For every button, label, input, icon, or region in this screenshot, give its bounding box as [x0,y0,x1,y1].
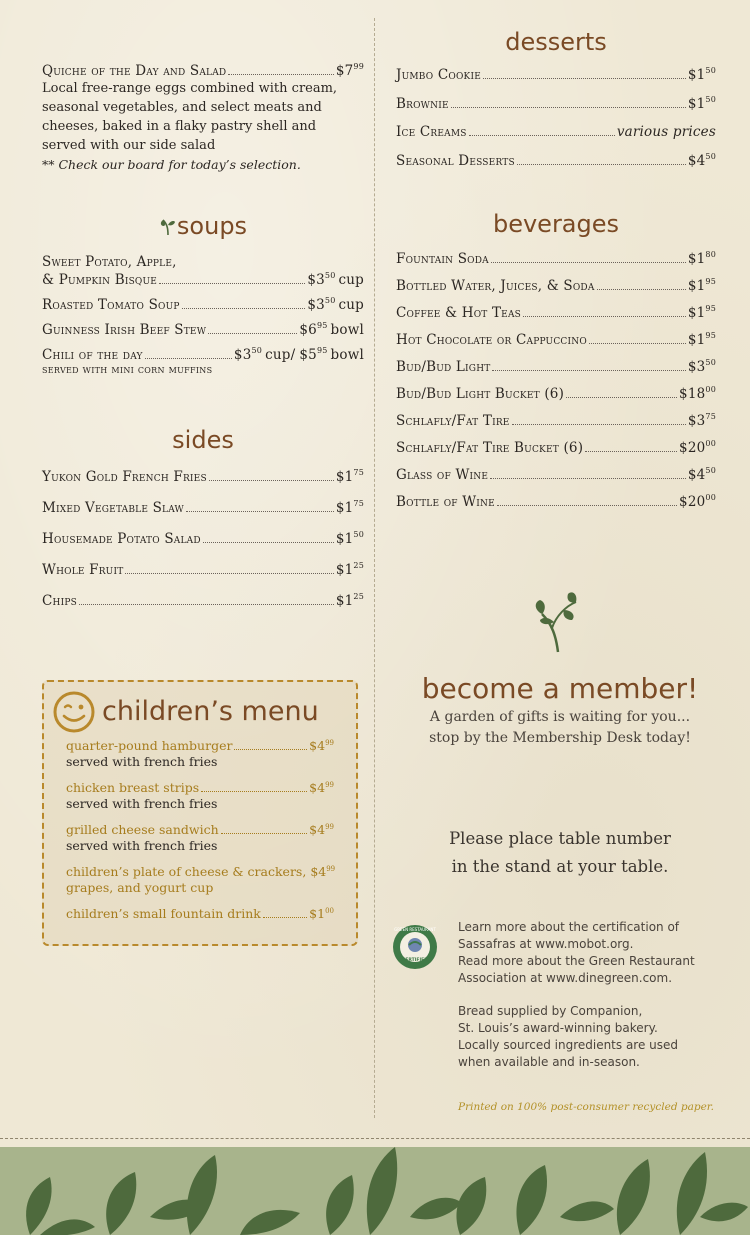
soup-item: Sweet Potato, Apple, [42,254,177,270]
dessert-item: Brownie $\$1^{50}$ [396,95,716,112]
leaf-pattern-icon [0,1147,750,1235]
soups-section [42,212,364,376]
soups-heading: soups [42,212,364,240]
desserts-heading: desserts [505,28,607,56]
quiche-section [42,62,364,174]
beverage-item: Fountain Soda $\$1^{80}$ [396,250,716,267]
childrens-menu-heading: children’s menu [102,696,319,727]
side-item: Yukon Gold French Fries $\$1^{75}$ [42,468,364,485]
sprig-icon [530,588,586,654]
sides-section [42,426,364,609]
soup-item: & Pumpkin Bisque $\$3^{50}$ cup [42,271,364,288]
sides-heading: sides [172,426,234,454]
quiche-item [42,62,364,79]
badge-top-text: GREEN RESTAURANT [394,927,436,932]
certification-info: Learn more about the certification of Sassafras at www.mobot.org. Read more about the Green Restaurant Association at www.dinegreen.com. [458,920,695,985]
kids-item: children’s plate of cheese & crackers, $\$4^{99}$ [66,864,336,879]
bakery-info: Bread supplied by Companion, St. Louis’s award-winning bakery. Locally sourced ingredients are used when available and in-season. [458,1004,679,1069]
dessert-item: Seasonal Desserts $\$4^{50}$ [396,152,716,169]
beverages-heading: beverages [492,210,620,238]
badge-bottom-text: CERTIFIED [402,958,428,963]
beverage-item: Bottle of Wine $\$20^{00}$ [396,493,716,510]
kids-item: chicken breast strips $\$4^{99}$ [66,780,334,795]
soup-item: Chili of the day $\$3^{50}$ cup/ $\$5^{95}$ bowl [42,346,364,363]
kids-item: children’s small fountain drink $\$1^{00}$ [66,906,334,921]
item-price: $\$7^{99}$ [335,62,364,79]
side-item: Whole Fruit $\$1^{25}$ [42,561,364,578]
leaf-footer-band [0,1147,750,1235]
beverage-item: Bud/Bud Light $\$3^{50}$ [396,358,716,375]
side-item: Chips $\$1^{25}$ [42,592,364,609]
recycled-paper-note: Printed on 100% post-consumer recycled paper. [458,1101,714,1113]
quiche-note: ** Check our board for today’s selection. [42,157,301,172]
childrens-menu-items: quarter-pound hamburger $\$4^{99}$ served with french fries chicken breast strips $\$4^{99}$ served with french fries grilled cheese sandwich $\$4^{99}$ served with french fries children’s plate of cheese & crackers, $\$4^{99}$ grapes, and yogurt cup children’s small fountain drink $\$1^{00}$ [66,738,336,921]
quiche-description: Local free-range eggs combined with cream, seasonal vegetables, and select meats and cheeses, baked in a flaky pastry shell and served with our side salad [42,81,338,153]
beverage-item: Glass of Wine $\$4^{50}$ [396,466,716,483]
smiley-face-icon [52,690,96,734]
beverage-item: Schlafly/Fat Tire Bucket (6) $\$20^{00}$ [396,439,716,456]
side-item: Mixed Vegetable Slaw $\$1^{75}$ [42,499,364,516]
bottom-divider [0,1138,750,1139]
side-item: Housemade Potato Salad $\$1^{50}$ [42,530,364,547]
beverage-item: Schlafly/Fat Tire $\$3^{75}$ [396,412,716,429]
leaf-icon [159,216,177,236]
membership-text: A garden of gifts is waiting for you... stop by the Membership Desk today! [429,709,691,746]
beverage-item: Bud/Bud Light Bucket (6) $\$18^{00}$ [396,385,716,402]
beverage-item: Hot Chocolate or Cappuccino $\$1^{95}$ [396,331,716,348]
membership-heading: become a member! [421,672,699,705]
desserts-section [396,28,716,169]
column-divider [374,18,375,1118]
soup-item: Guinness Irish Beef Stew $\$6^{95}$ bowl [42,321,364,338]
childrens-menu-box [42,680,358,946]
dessert-item: Ice Creams various prices [396,124,716,140]
green-restaurant-badge [392,924,438,970]
beverages-section [396,210,716,510]
soup-item: Roasted Tomato Soup $\$3^{50}$ cup [42,296,364,313]
dessert-item: Jumbo Cookie $\$1^{50}$ [396,66,716,83]
beverage-item: Coffee & Hot Teas $\$1^{95}$ [396,304,716,321]
table-number-note: Please place table number in the stand at your table. [449,829,671,876]
item-name: Quiche of the Day and Salad [42,63,227,79]
soup-subnote: served with mini corn muffins [42,363,213,376]
kids-item: grilled cheese sandwich $\$4^{99}$ [66,822,334,837]
beverage-item: Bottled Water, Juices, & Soda $\$1^{95}$ [396,277,716,294]
kids-item: quarter-pound hamburger $\$4^{99}$ [66,738,334,753]
